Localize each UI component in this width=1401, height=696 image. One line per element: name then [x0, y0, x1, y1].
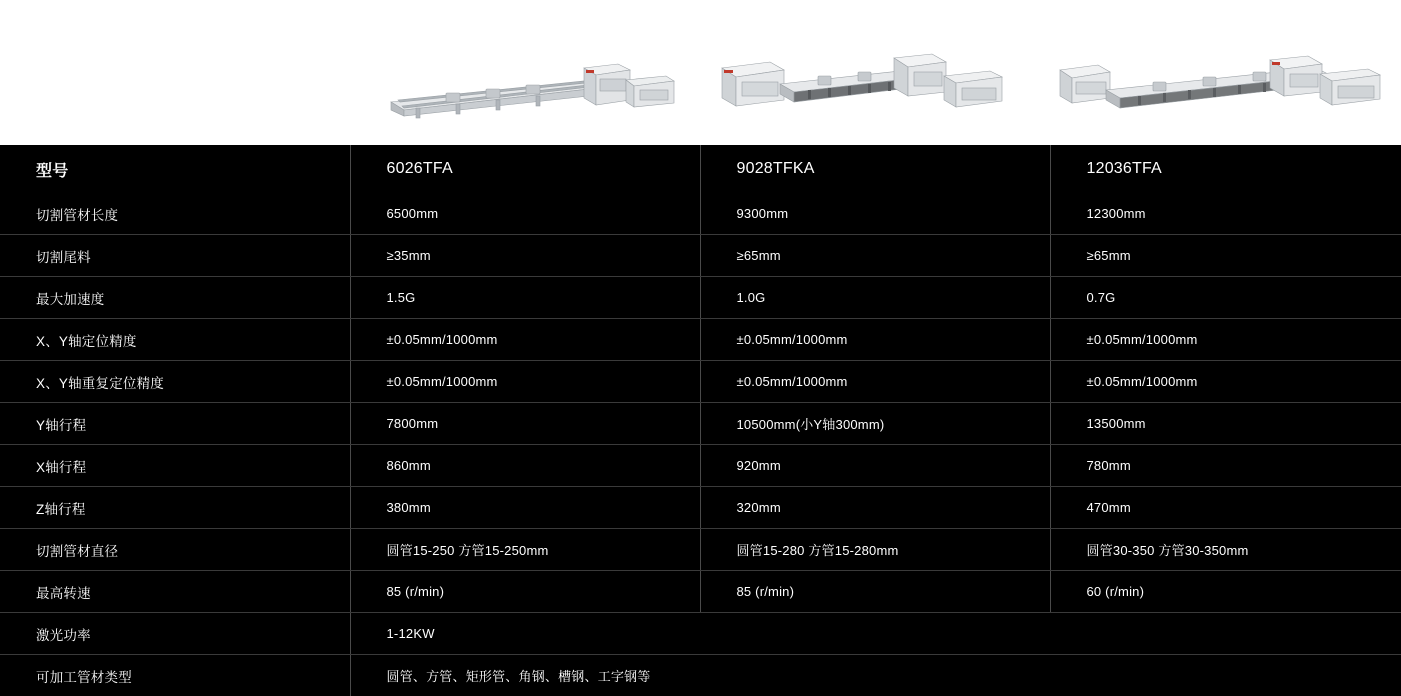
table-row-merged — [0, 613, 1401, 655]
table-row — [0, 361, 1401, 403]
machine-image-6026tfa — [386, 50, 676, 128]
row-value-2: ±0.05mm/1000mm — [700, 319, 1050, 361]
table-header — [0, 145, 1401, 193]
row-value-3: ±0.05mm/1000mm — [1050, 361, 1401, 403]
row-value-3: 13500mm — [1050, 403, 1401, 445]
row-value-2: ±0.05mm/1000mm — [700, 361, 1050, 403]
row-value-2: ≥65mm — [700, 235, 1050, 277]
row-value-2: 圆管15-280 方管15-280mm — [700, 529, 1050, 571]
row-value-2: 9300mm — [700, 193, 1050, 235]
row-value-2: 85 (r/min) — [700, 571, 1050, 613]
header-label-model: 型号 — [0, 145, 350, 193]
specification-table — [0, 145, 1401, 696]
row-value-all: 1-12KW — [350, 613, 1401, 655]
header-model-1: 6026TFA — [350, 145, 700, 193]
table-row — [0, 571, 1401, 613]
row-value-1: ±0.05mm/1000mm — [350, 319, 700, 361]
row-value-2: 920mm — [700, 445, 1050, 487]
table-row — [0, 277, 1401, 319]
row-label: 可加工管材类型 — [0, 655, 350, 696]
machine-image-12036tfa — [1058, 50, 1388, 128]
row-label: 切割管材直径 — [0, 529, 350, 571]
machine-image-9028tfka — [718, 50, 1014, 128]
row-label: 激光功率 — [0, 613, 350, 655]
row-value-2: 320mm — [700, 487, 1050, 529]
row-label: X、Y轴重复定位精度 — [0, 361, 350, 403]
table-body — [0, 193, 1401, 696]
table-row — [0, 529, 1401, 571]
row-label: 最大加速度 — [0, 277, 350, 319]
row-value-1: 7800mm — [350, 403, 700, 445]
table-row — [0, 487, 1401, 529]
row-value-3: 0.7G — [1050, 277, 1401, 319]
row-value-2: 1.0G — [700, 277, 1050, 319]
header-model-3: 12036TFA — [1050, 145, 1401, 193]
table-row — [0, 319, 1401, 361]
table-row-merged — [0, 655, 1401, 696]
row-label: 最高转速 — [0, 571, 350, 613]
row-value-all: 圆管、方管、矩形管、角钢、槽钢、工字钢等 — [350, 655, 1401, 696]
row-value-2: 10500mm(小Y轴300mm) — [700, 403, 1050, 445]
table-row — [0, 193, 1401, 235]
row-label: Z轴行程 — [0, 487, 350, 529]
row-value-1: 380mm — [350, 487, 700, 529]
row-value-1: 860mm — [350, 445, 700, 487]
row-value-3: ±0.05mm/1000mm — [1050, 319, 1401, 361]
row-value-3: 60 (r/min) — [1050, 571, 1401, 613]
row-value-3: 圆管30-350 方管30-350mm — [1050, 529, 1401, 571]
table-row — [0, 445, 1401, 487]
row-value-1: ≥35mm — [350, 235, 700, 277]
row-label: X轴行程 — [0, 445, 350, 487]
header-model-2: 9028TFKA — [700, 145, 1050, 193]
table-row — [0, 403, 1401, 445]
row-value-3: 780mm — [1050, 445, 1401, 487]
row-value-1: 6500mm — [350, 193, 700, 235]
machine-image-strip — [0, 0, 1401, 145]
row-value-1: 1.5G — [350, 277, 700, 319]
row-value-1: 85 (r/min) — [350, 571, 700, 613]
row-label: 切割尾料 — [0, 235, 350, 277]
table-header-row — [0, 145, 1401, 193]
row-value-3: 12300mm — [1050, 193, 1401, 235]
row-value-3: ≥65mm — [1050, 235, 1401, 277]
row-value-1: 圆管15-250 方管15-250mm — [350, 529, 700, 571]
table-row — [0, 235, 1401, 277]
row-label: X、Y轴定位精度 — [0, 319, 350, 361]
row-label: Y轴行程 — [0, 403, 350, 445]
row-label: 切割管材长度 — [0, 193, 350, 235]
row-value-1: ±0.05mm/1000mm — [350, 361, 700, 403]
row-value-3: 470mm — [1050, 487, 1401, 529]
